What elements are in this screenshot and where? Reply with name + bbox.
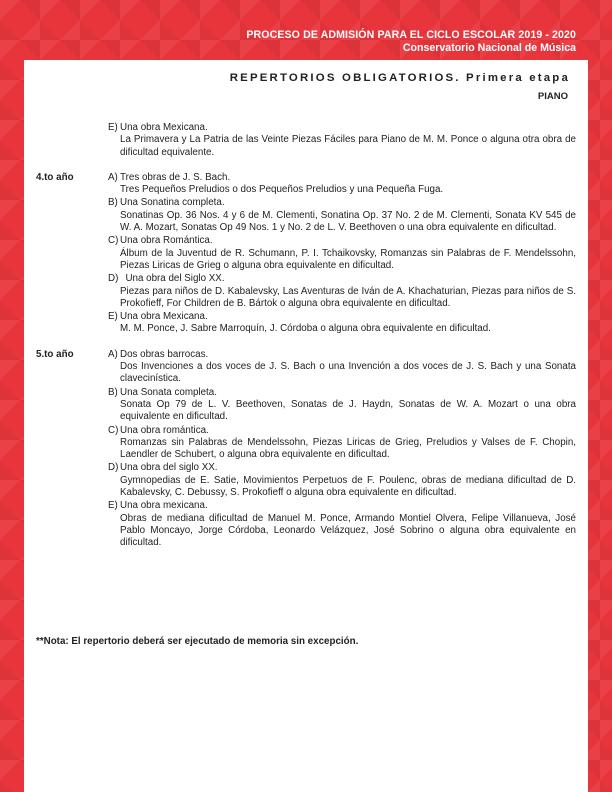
grade-label: 5.to año	[36, 348, 74, 360]
item-letter: E)	[108, 500, 118, 512]
item-description: M. M. Ponce, J. Sabre Marroquín, J. Córdoba o alguna obra equivalente en dificultad.	[120, 323, 491, 335]
item-title: Una obra Mexicana.	[120, 122, 208, 133]
item-title: Una obra romántica.	[120, 424, 209, 436]
repertoire-item	[108, 122, 576, 159]
repertoire-item	[108, 172, 576, 197]
grade-items	[108, 122, 576, 160]
repertoire-item	[108, 197, 576, 234]
section-subtitle: PIANO	[537, 91, 568, 102]
item-letter: A)	[108, 171, 118, 183]
grade-block	[36, 172, 576, 337]
footnote: **Nota: El repertorio deberá ser ejecutado de memoria sin excepción.	[36, 636, 359, 647]
repertoire-item	[108, 500, 576, 549]
grade-items	[108, 172, 576, 337]
item-description: Sonata Op 79 de L. V. Beethoven, Sonatas de J. Haydn, Sonatas de W. A. Mozart o una obra equivalente en dificultad.	[120, 398, 576, 423]
repertoire-item	[108, 311, 576, 336]
item-description: Dos Invenciones a dos voces de J. S. Bach o una Invención a dos voces de J. S. Bach y una Sonata clavecinística.	[120, 361, 576, 385]
item-description: Piezas para niños de D. Kabalevsky, Las Aventuras de Iván de A. Khachaturian, Piezas para niños de S. Prokofieff, For Children de B. Bártok o alguna obra equivalente en dificultad.	[120, 285, 576, 309]
repertoire-item	[108, 235, 576, 272]
item-letter: D)	[108, 273, 119, 285]
repertoire-item	[108, 425, 576, 462]
item-title: Una obra mexicana.	[120, 500, 208, 512]
repertoire-list	[36, 122, 576, 563]
item-title: Una Sonatina completa.	[120, 197, 225, 209]
section-title: REPERTORIOS OBLIGATORIOS. Primera etapa	[229, 72, 570, 84]
item-description: Gymnopedias de E. Satie, Movimientos Perpetuos de F. Poulenc, obras de mediana dificultad de D. Kabalevsky, C. Debussy, S. Prokofieff o alguna obra equivalente en dificultad.	[120, 474, 576, 499]
repertoire-item	[108, 387, 576, 424]
item-title: Una obra del siglo XX.	[120, 462, 218, 474]
repertoire-item	[108, 462, 576, 499]
item-description: Romanzas sin Palabras de Mendelssohn, Piezas Liricas de Grieg, Preludios y Valses de F. Chopin, Laendler de Schubert, o alguna obra equivalente en dificultad.	[120, 436, 576, 461]
item-letter: C)	[108, 235, 119, 247]
item-letter: E)	[108, 122, 118, 133]
item-title: Tres obras de J. S. Bach.	[120, 171, 231, 183]
grade-label: 4.to año	[36, 171, 74, 183]
item-letter: E)	[108, 311, 118, 323]
repertoire-item	[108, 349, 576, 386]
item-letter: A)	[108, 348, 118, 360]
item-description: La Primavera y La Patria de las Veinte Piezas Fáciles para Piano de M. M. Ponce o alguna otra obra de dificultad equivalente.	[120, 134, 576, 158]
grade-label	[36, 122, 108, 160]
item-title: Dos obras barrocas.	[120, 348, 209, 360]
header-title: PROCESO DE ADMISIÓN PARA EL CICLO ESCOLAR 2019 - 2020	[246, 29, 576, 41]
repertoire-item	[108, 273, 576, 310]
item-title: Una obra Romántica.	[120, 235, 213, 247]
page-header	[0, 0, 612, 62]
grade-items	[108, 349, 576, 551]
grade-block	[36, 122, 576, 160]
item-description: Sonatinas Op. 36 Nos. 4 y 6 de M. Clementi, Sonatina Op. 37 No. 2 de M. Clementi, Sonata KV 545 de W. A. Mozart, Sonatas Op 49 Nos. 1 y No. 2 de L. V. Beethoven o una obra equivalente en dificultad.	[120, 209, 576, 234]
item-letter: B)	[108, 197, 118, 209]
item-title: Una Sonata completa.	[120, 386, 217, 398]
item-title: Una obra Mexicana.	[120, 311, 208, 323]
header-institution: Conservatorio Nacional de Música	[402, 42, 576, 54]
item-title: Una obra del Siglo XX.	[120, 273, 225, 285]
item-letter: D)	[108, 462, 119, 474]
item-letter: B)	[108, 386, 118, 398]
item-description: Tres Pequeños Preludios o dos Pequeños Preludios y una Pequeña Fuga.	[120, 184, 444, 196]
item-description: Obras de mediana dificultad de Manuel M. Ponce, Armando Montiel Olvera, Felipe Villanueva, José Pablo Moncayo, Jorge Córdoba, Leonardo Velázquez, José Sobrino o alguna obra equivalente en dificultad.	[120, 512, 576, 549]
item-description: Álbum de la Juventud de R. Schumann, P. I. Tchaikovsky, Romanzas sin Palabras de F. Mendelssohn, Piezas Liricas de Grieg o alguna obra equivalente en dificultad.	[120, 247, 576, 271]
document-sheet	[24, 60, 588, 792]
item-letter: C)	[108, 424, 119, 436]
grade-block	[36, 349, 576, 551]
